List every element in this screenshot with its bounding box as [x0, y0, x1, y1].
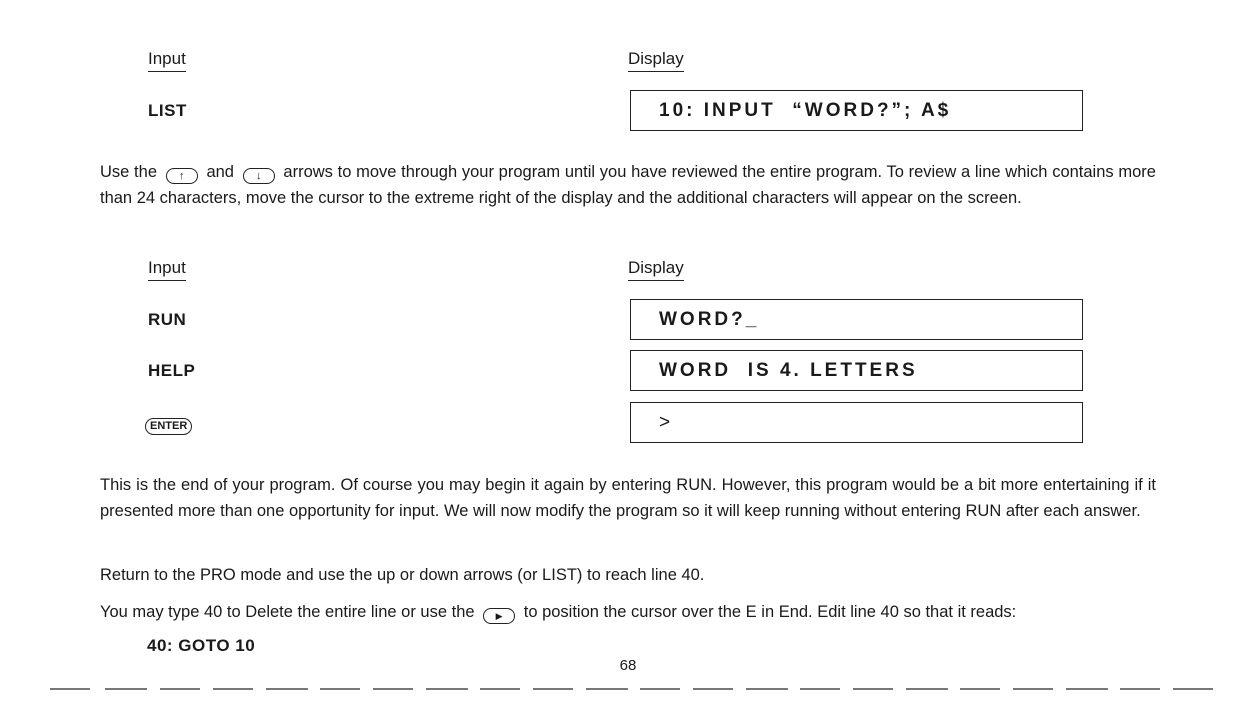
- right-arrow-key-icon: ▶: [483, 608, 515, 624]
- display-text: 10: INPUT “WORD?”; A$: [659, 99, 952, 121]
- paragraph-end-of-program: This is the end of your program. Of course you may begin it again by entering RUN. However, this program would be a bit more entertaining if it presented more than one opportunity for input. We will now modify the program so it will keep running without entering RUN after each answer.: [100, 476, 1156, 520]
- display-screen-list: [630, 90, 1083, 131]
- para-text: You may type 40 to Delete the entire line or use the: [100, 603, 475, 621]
- display-text: >: [659, 411, 674, 433]
- enter-key-icon: ENTER: [145, 418, 192, 435]
- input-key-run: RUN: [148, 310, 187, 329]
- para-text: to position the cursor over the E in End. Edit line 40 so that it reads:: [523, 603, 1017, 621]
- input-key-help: HELP: [148, 361, 196, 380]
- para-text: arrows to move through your program until you have reviewed the entire program. To review a line which contains more than 24 characters, move the cursor to the extreme right of the display and the additional characters will appear on the screen.: [100, 163, 1156, 207]
- code-line: 40: GOTO 10: [147, 636, 256, 655]
- up-arrow-key-icon: ↑: [166, 168, 198, 184]
- display-text: WORD?_: [659, 308, 760, 330]
- paragraph-edit-line: [100, 601, 1016, 624]
- page-number: 68: [619, 657, 637, 674]
- input-header-2: Input: [148, 258, 186, 281]
- input-header: Input: [148, 49, 186, 72]
- display-screen-run: [630, 299, 1083, 340]
- input-key-enter: [145, 414, 192, 435]
- para-text: Use the: [100, 163, 157, 181]
- display-screen-enter: [630, 402, 1083, 443]
- down-arrow-key-icon: ↓: [243, 168, 275, 184]
- paragraph-pro-mode: Return to the PRO mode and use the up or down arrows (or LIST) to reach line 40.: [100, 566, 705, 584]
- display-header-2: Display: [628, 258, 684, 281]
- display-header: Display: [628, 49, 684, 72]
- display-screen-help: [630, 350, 1083, 391]
- para-text: and: [206, 163, 234, 181]
- paragraph-arrows: [100, 159, 1156, 211]
- input-key-list: LIST: [148, 101, 187, 120]
- display-text: WORD IS 4. LETTERS: [659, 359, 918, 381]
